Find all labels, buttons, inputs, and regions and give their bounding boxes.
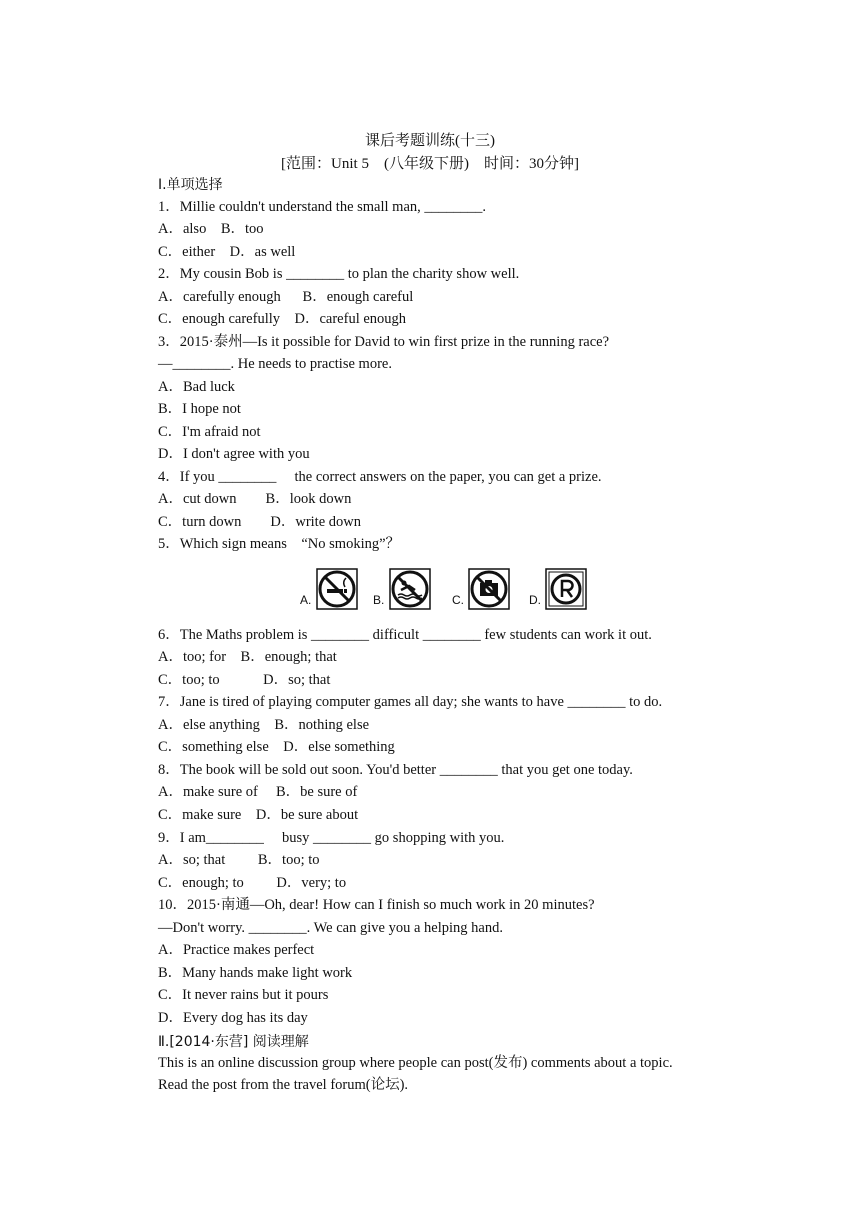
option-line: A．else anything B．nothing else <box>158 717 370 733</box>
option-line: D．Every dog has its day <box>158 1010 308 1026</box>
option-line: C．something else D．else something <box>158 739 395 755</box>
no-photography-sign-icon <box>468 568 510 610</box>
sign-label: B. <box>373 593 385 607</box>
no-smoking-sign-icon <box>316 568 358 610</box>
reading-intro-line: Read the post from the travel forum(论坛). <box>158 1077 409 1093</box>
option-line: C．enough; to D．very; to <box>158 875 347 891</box>
no-swimming-sign-icon <box>389 568 431 610</box>
option-line: C．make sure D．be sure about <box>158 807 359 823</box>
question-line: 5．Which sign means “No smoking”？ <box>158 536 401 552</box>
question-line: 6．The Maths problem is ________ difficult ________ few students can work it out. <box>158 627 652 643</box>
option-line: C．turn down D．write down <box>158 514 361 530</box>
option-line: C．I'm afraid not <box>158 424 261 440</box>
option-line: A．also B．too <box>158 221 264 237</box>
question-line: 2．My cousin Bob is ________ to plan the charity show well. <box>158 266 520 282</box>
option-line: A．cut down B．look down <box>158 491 352 507</box>
option-line: A．Bad luck <box>158 379 235 395</box>
question-line: 1．Millie couldn't understand the small man, ________. <box>158 199 487 215</box>
option-line: B．Many hands make light work <box>158 965 353 981</box>
question-line: 8．The book will be sold out soon. You'd better ________ that you get one today. <box>158 762 633 778</box>
question-line: —________. He needs to practise more. <box>158 356 392 372</box>
option-line: A．so; that B．too; to <box>158 852 320 868</box>
option-line: D．I don't agree with you <box>158 446 310 462</box>
option-line: C．either D．as well <box>158 244 296 260</box>
option-line: C．too; to D．so; that <box>158 672 331 688</box>
reading-intro-line: This is an online discussion group where people can post(发布) comments about a topic. <box>158 1055 673 1071</box>
option-line: C．enough carefully D．careful enough <box>158 311 407 327</box>
option-line: B．I hope not <box>158 401 241 417</box>
question-line: 7．Jane is tired of playing computer games all day; she wants to have ________ to do. <box>158 694 663 710</box>
worksheet-subtitle: [范围：Unit 5 (八年级下册) 时间：30分钟] <box>281 156 579 172</box>
option-line: A．too; for B．enough; that <box>158 649 337 665</box>
question-line: 10．2015·南通—Oh, dear! How can I finish so much work in 20 minutes? <box>158 897 595 913</box>
option-line: C．It never rains but it pours <box>158 987 329 1003</box>
question-line: 4．If you ________ the correct answers on the paper, you can get a prize. <box>158 469 602 485</box>
option-line: A．make sure of B．be sure of <box>158 784 358 800</box>
question-line: 9．I am________ busy ________ go shopping with you. <box>158 830 505 846</box>
question-line: —Don't worry. ________. We can give you a helping hand. <box>158 920 503 936</box>
option-line: A．carefully enough B．enough careful <box>158 289 414 305</box>
sign-options <box>300 568 600 612</box>
section-heading-multiple-choice: Ⅰ.单项选择 <box>158 177 223 193</box>
parking-sign-icon <box>545 568 587 610</box>
sign-label: C. <box>452 593 464 607</box>
worksheet-title: 课后考题训练(十三) <box>365 133 495 149</box>
section-heading-reading: Ⅱ.[2014·东营] 阅读理解 <box>158 1034 309 1050</box>
sign-label: A. <box>300 593 312 607</box>
option-line: A．Practice makes perfect <box>158 942 315 958</box>
question-line: 3．2015·泰州—Is it possible for David to win first prize in the running race? <box>158 334 610 350</box>
sign-label: D. <box>529 593 541 607</box>
